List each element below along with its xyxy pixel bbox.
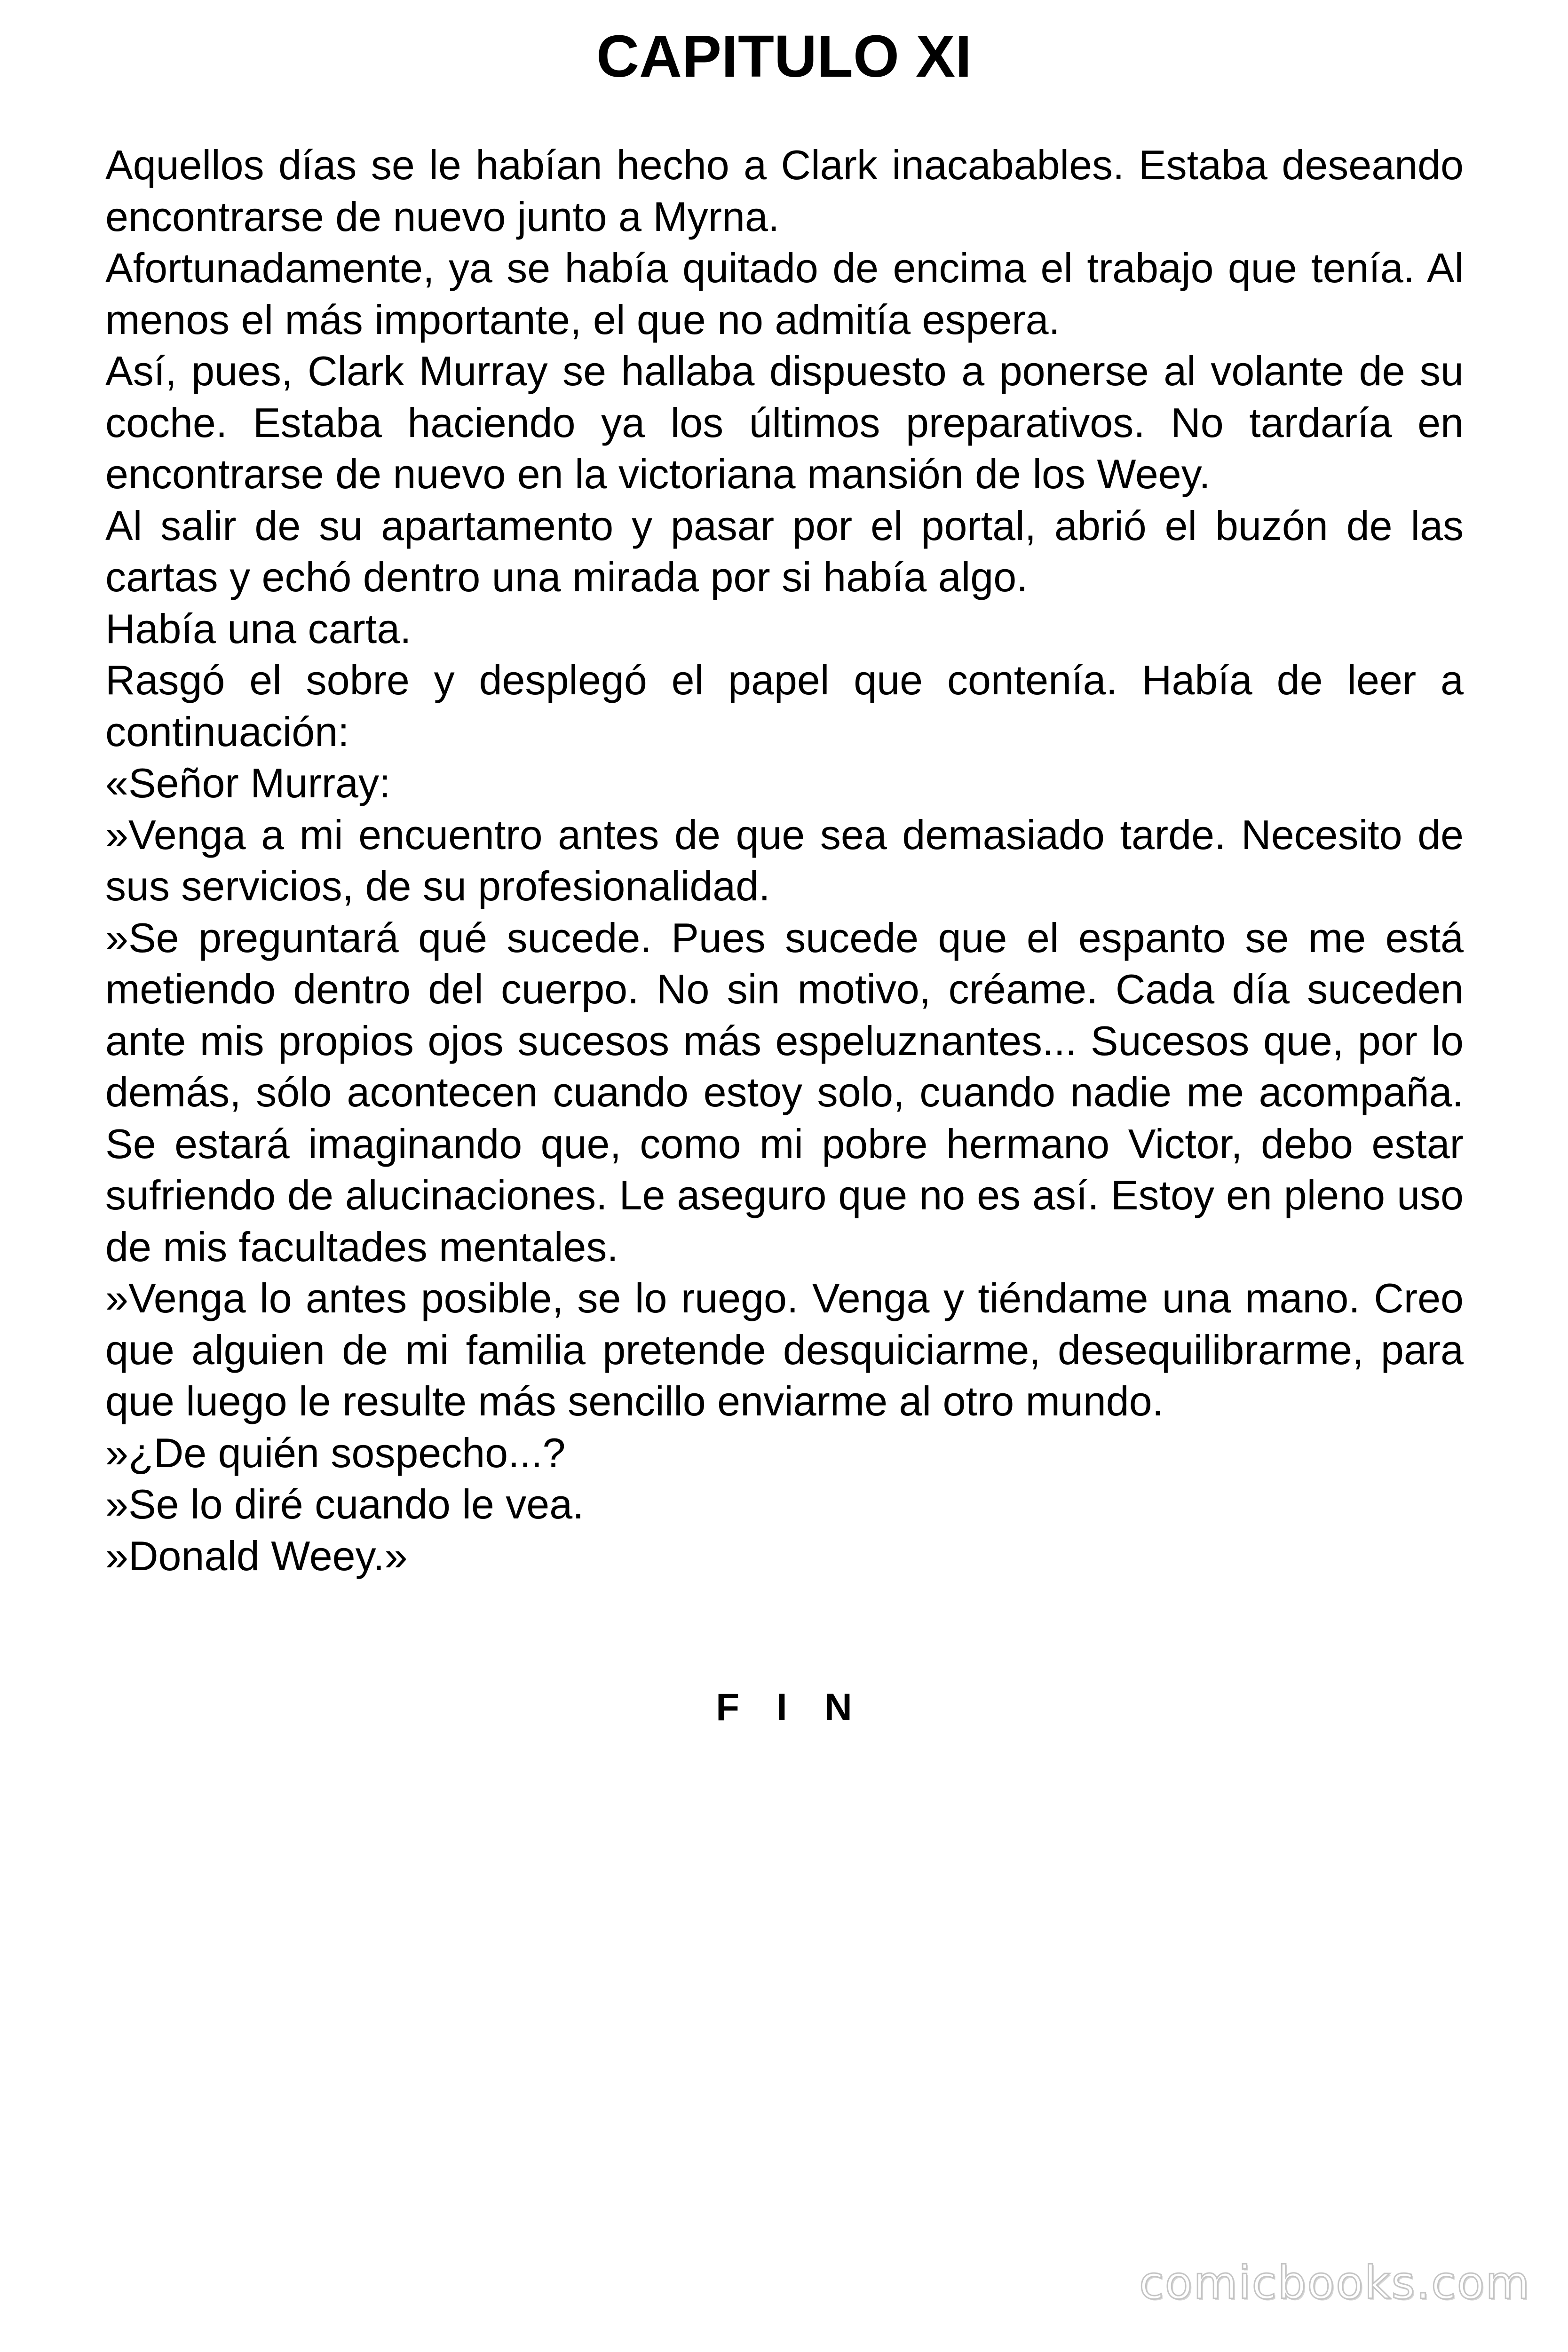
letter-paragraph: »Se preguntará qué sucede. Pues sucede que el espanto se me está metiendo dentro del cuerpo. No sin motivo, créame. Cada día suceden ante mis propios ojos sucesos más espeluznantes... Sucesos que, por lo demás, sólo acontecen cuando estoy solo, cuando nadie me acompaña. Se estará imaginando que, como mi pobre hermano Victor, debo estar sufriendo de alucinaciones. Le aseguro que no es así. Estoy en pleno uso de mis facultades mentales. [105, 914, 1464, 1270]
letter-paragraph: »Venga a mi encuentro antes de que sea demasiado tarde. Necesito de sus servicios, de su profesionalidad. [105, 811, 1464, 909]
letter-paragraph: »¿De quién sospecho...? [105, 1429, 566, 1476]
watermark: comicbooks.com [1139, 2257, 1530, 2309]
letter-paragraph: »Se lo diré cuando le vea. [105, 1481, 584, 1527]
paragraph: Al salir de su apartamento y pasar por el portal, abrió el buzón de las cartas y echó dentro una mirada por si había algo. [105, 502, 1464, 600]
letter-salutation: «Señor Murray: [105, 760, 391, 806]
chapter-title: CAPITULO XI [596, 23, 972, 89]
chapter-body [105, 139, 1464, 1581]
end-mark: F I N [716, 1686, 865, 1729]
paragraph: Así, pues, Clark Murray se hallaba dispuesto a ponerse al volante de su coche. Estaba haciendo ya los últimos preparativos. No tardaría en encontrarse de nuevo en la victoriana mansión de los Weey. [105, 348, 1464, 497]
paragraph: Afortunadamente, ya se había quitado de encima el trabajo que tenía. Al menos el más importante, el que no admitía espera. [105, 245, 1464, 343]
letter-paragraph: »Venga lo antes posible, se lo ruego. Venga y tiéndame una mano. Creo que alguien de mi familia pretende desquiciarme, desequilibrarme, para que luego le resulte más sencillo enviarme al otro mundo. [105, 1275, 1464, 1424]
letter-signature: »Donald Weey.» [105, 1532, 408, 1579]
paragraph: Aquellos días se le habían hecho a Clark inacabables. Estaba deseando encontrarse de nuevo junto a Myrna. [105, 142, 1464, 240]
paragraph: Había una carta. [105, 605, 412, 652]
paragraph: Rasgó el sobre y desplegó el papel que contenía. Había de leer a continuación: [105, 657, 1464, 755]
